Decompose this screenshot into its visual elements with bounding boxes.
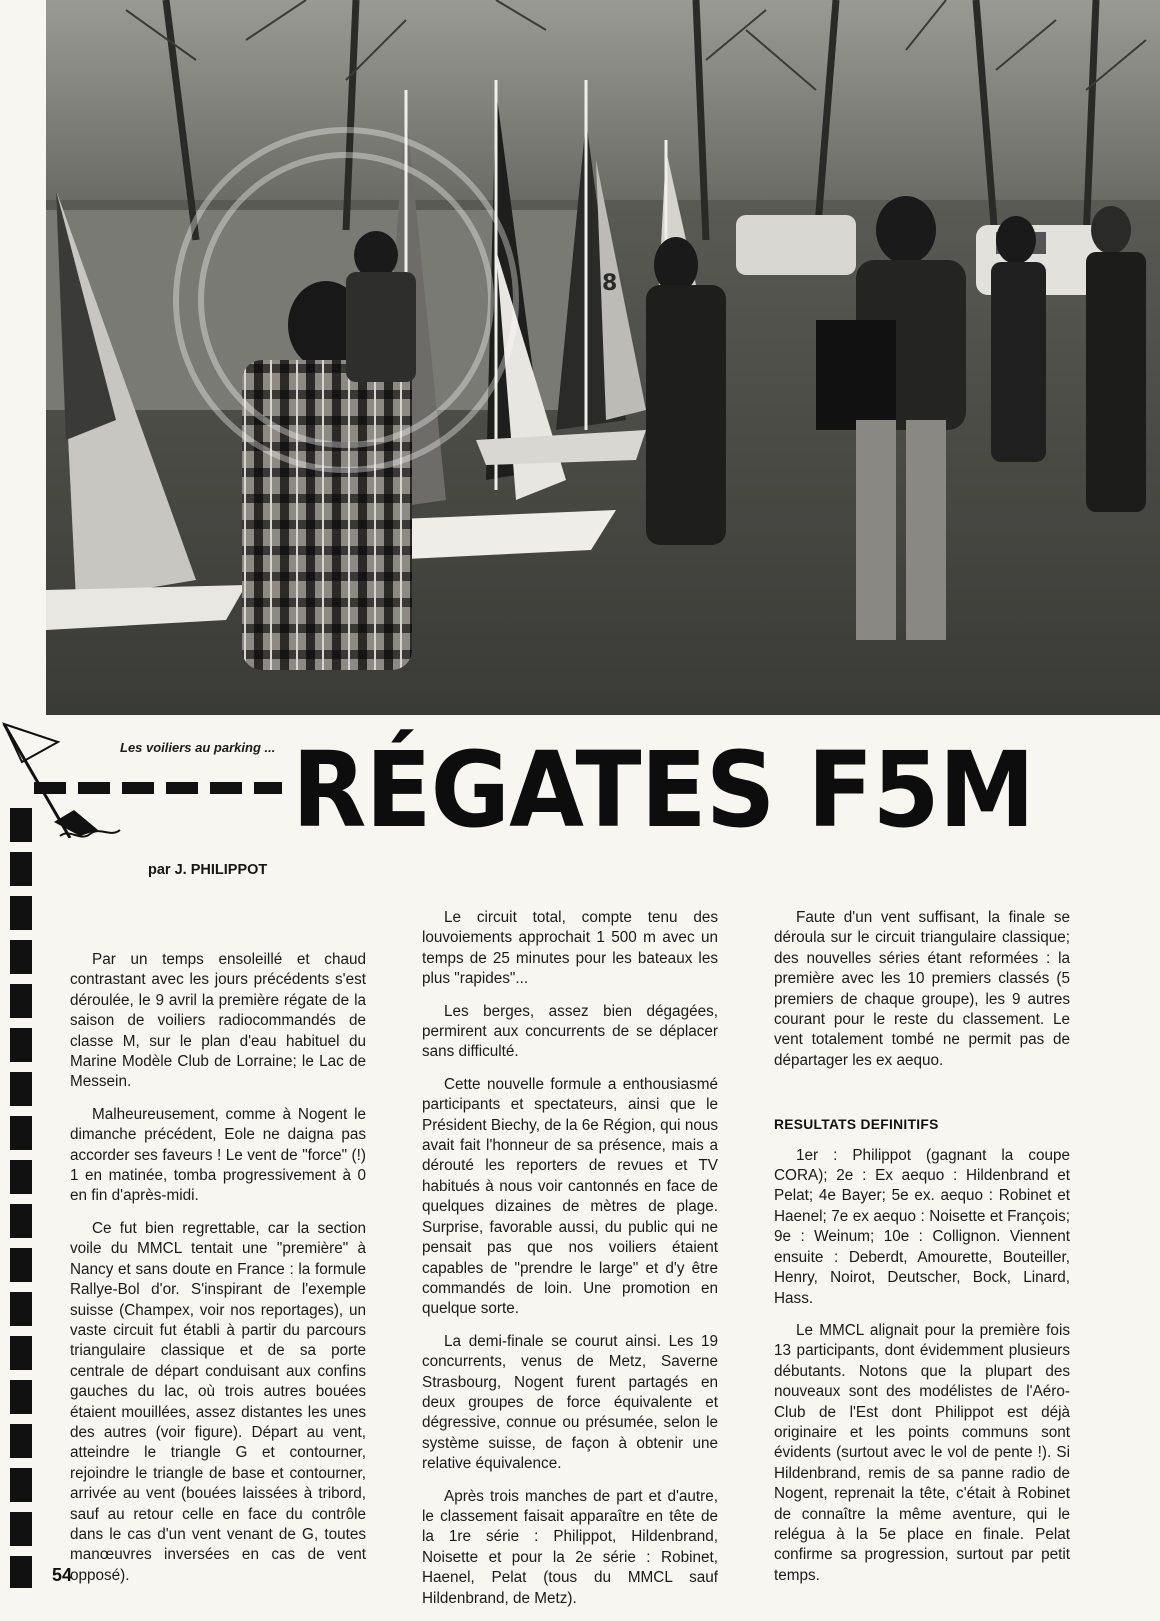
- results-heading: RESULTATS DEFINITIFS: [774, 1117, 939, 1133]
- text-column-1: [70, 950, 366, 1598]
- regatta-photo: [46, 0, 1160, 715]
- photo-caption: Les voiliers au parking ...: [120, 740, 276, 755]
- text-column-2: [422, 908, 718, 1621]
- article-byline: par J. PHILIPPOT: [148, 862, 268, 878]
- page-number: 54: [52, 1565, 73, 1585]
- paragraph: Cette nouvelle formule a enthousiasmé participants et spectateurs, ainsi que le Président Biechy, de la 6e Région, qui nous avait fait l'honneur de sa présence, mais a dérouté les reporters de revues et TV habitués à nous voir cantonnés en face de quelques dizaines de mètres de plage. Surprise, favorable aussi, du public qui ne pensait pas que nos voiliers étaient capables de "prendre le large" et d'y être commandés de loin. Une promotion en quelque sorte.: [422, 1075, 718, 1318]
- paragraph: Après trois manches de part et d'autre, le classement faisait apparaître en tête de la 1re série : Philippot, Hildenbrand, Noisette et pour la 2e série : Robinet, Haenel, Pelat (tous du MMCL sauf Hildenbrand, de Metz).: [422, 1487, 718, 1607]
- paragraph: Par un temps ensoleillé et chaud contrastant avec les jours précédents s'est déroulée, le 9 avril la première régate de la saison de voiliers radiocommandés de classe M, sur le plan d'eau habituel du Marine Modèle Club de Lorraine; le Lac de Messein.: [70, 951, 366, 1091]
- left-dash-border: [10, 808, 32, 1588]
- sail-number: 8: [602, 271, 618, 296]
- paragraph: Ce fut bien regrettable, car la section voile du MMCL tentait une "première" à Nancy et sans doute en France : la formule Rallye-Bol d'or. S'inspirant de l'exemple suisse (Champex, voir nos reportages), un vaste circuit fut établi à partir du parcours triangulaire classique et de sa porte centrale de départ conduisant aux confins gauches du lac, où trois autres bouées étaient mouillées, assez distantes les unes des autres (voir figure). Départ au vent, atteindre le triangle G et contourner, rejoindre le triangle de base et contourner, arrivée au vent (bouées laissées à tribord, sauf au retour celle en face du contrôle dans le cas d'un vent venant de G, toutes manœuvres inversées en cas de vent opposé).: [70, 1219, 366, 1584]
- paragraph: La demi-finale se courut ainsi. Les 19 concurrents, venus de Metz, Saverne Strasbourg, Nogent furent partagés en deux groupes de force équivalente et dégressive, connue ou présumée, selon le système suisse, de façon à obtenir une relative équivalence.: [422, 1332, 718, 1473]
- paragraph: Le MMCL alignait pour la première fois 13 participants, dont évidemment plusieurs débutants. Notons que la plupart des nouveaux sont des modélistes de l'Aéro-Club de l'Est dont Philippot est déjà originaire et les points communs sont évidents (surtout avec le vol de pente !). Si Hildenbrand, remis de sa panne radio de Nogent, reprenait la tête, c'était à Robinet de connaître la même aventure, qui le relégua à la 5e place en finale. Pelat confirme sa progression, surtout par petit temps.: [774, 1321, 1070, 1584]
- text-column-3: [774, 908, 1070, 1598]
- paragraph: Malheureusement, comme à Nogent le dimanche précédent, Eole ne daigna pas accorder ses faveurs ! Le vent de "force" (!) 1 en matinée, tomba progressivement à 0 en fin d'après-midi.: [70, 1105, 366, 1205]
- paragraph: Faute d'un vent suffisant, la finale se déroula sur le circuit triangulaire classique; des nouvelles séries étant reformées : la première avec les 10 premiers classés (5 premiers de chaque groupe), les 9 autres courant pour le reste du classement. Le vent totalement tombé ne permit pas de départager les ex aequo.: [774, 909, 1070, 1069]
- paragraph: Les berges, assez bien dégagées, permirent aux concurrents de se déplacer sans difficulté.: [422, 1002, 718, 1061]
- title-dash-rule: [34, 782, 282, 794]
- results-paragraph: 1er : Philippot (gagnant la coupe CORA); 2e : Ex aequo : Hildenbrand et Pelat; 4e Bayer; 5e ex. aequo : Robinet et Haenel; 7e ex aequo : Noisette et François; 9e : Weinum; 10e : Collignon. Viennent ensuite : Deberdt, Amourette, Bouteiller, Henry, Noirot, Deutscher, Bock, Linard, Hass.: [774, 1146, 1070, 1307]
- article-title: RÉGATES F5M: [292, 729, 1035, 851]
- paragraph: Le circuit total, compte tenu des louvoiements approchait 1 500 m avec un temps de 25 minutes pour les bateaux les plus "rapides"...: [422, 909, 718, 988]
